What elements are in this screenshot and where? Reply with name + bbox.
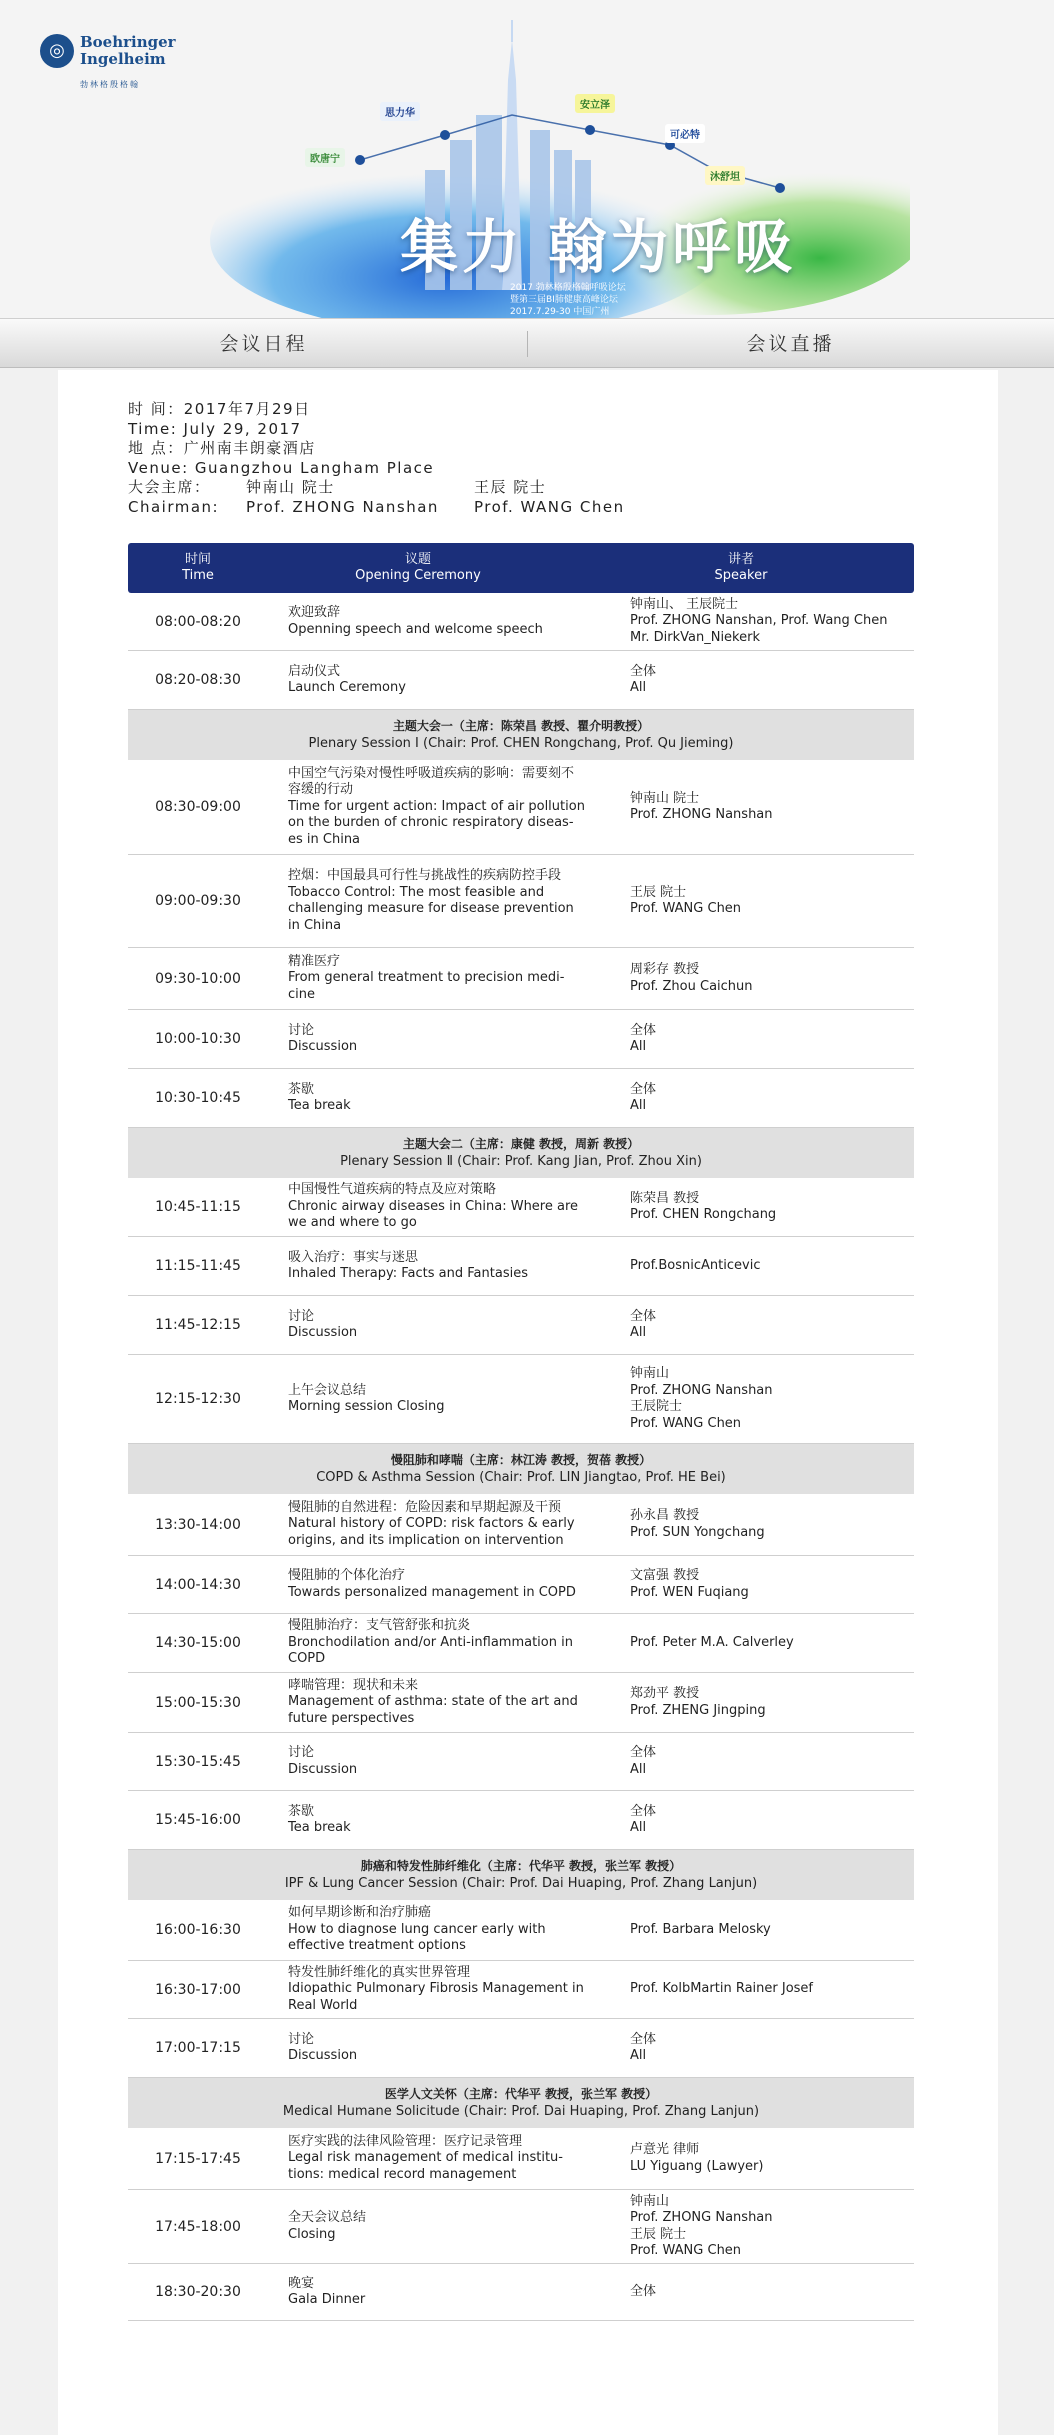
row-speaker-line: Prof. ZHONG Nanshan bbox=[630, 1382, 773, 1398]
header-speaker-en: Speaker bbox=[714, 568, 768, 583]
row-topic bbox=[288, 2019, 593, 2077]
row-speaker-line: 郑劲平 教授 bbox=[630, 1686, 700, 1701]
row-topic-line: effective treatment options bbox=[288, 1938, 466, 1954]
row-speaker-line: All bbox=[630, 680, 647, 695]
row-topic-line: 茶歇 bbox=[288, 1803, 315, 1819]
row-speaker bbox=[630, 948, 920, 1009]
row-speaker-line: 王辰院士 bbox=[630, 1399, 683, 1414]
header-time-cn: 时间 bbox=[184, 552, 211, 567]
table-row bbox=[128, 1178, 914, 1237]
row-time: 15:45-16:00 bbox=[155, 1812, 241, 1828]
row-topic-line: Legal risk management of medical institu- bbox=[288, 2150, 563, 2166]
row-topic-line: From general treatment to precision medi- bbox=[288, 970, 565, 986]
row-time: 16:00-16:30 bbox=[155, 1922, 241, 1938]
row-topic bbox=[288, 1673, 593, 1732]
chair-cn-1: 钟南山 院士 bbox=[246, 478, 335, 496]
row-topic bbox=[288, 1900, 593, 1960]
row-topic-line: 慢阻肺的自然进程：危险因素和早期起源及干预 bbox=[288, 1499, 562, 1515]
row-speaker-line: 文富强 教授 bbox=[630, 1568, 700, 1583]
row-speaker-line: Prof. WANG Chen bbox=[630, 2243, 742, 2258]
row-time: 10:30-10:45 bbox=[155, 1090, 241, 1106]
brand-tag-2: 欧唐宁 bbox=[305, 148, 345, 167]
row-topic-line: 讨论 bbox=[288, 1308, 315, 1324]
session-title-en: COPD & Asthma Session (Chair: Prof. LIN Jiangtao, Prof. HE Bei) bbox=[316, 1470, 726, 1485]
header-topic-cn: 议题 bbox=[404, 552, 431, 567]
table-row bbox=[128, 1355, 914, 1444]
logo-name-cn: 勃林格殷格翰 bbox=[80, 80, 140, 89]
session-header bbox=[128, 1850, 914, 1900]
row-topic-line: 茶歇 bbox=[288, 1081, 315, 1097]
row-speaker-line: 全体 bbox=[630, 2283, 657, 2299]
row-topic-line: Chronic airway diseases in China: Where are bbox=[288, 1198, 579, 1214]
row-topic-line: 如何早期诊断和治疗肺癌 bbox=[288, 1905, 432, 1921]
row-time: 10:00-10:30 bbox=[155, 1031, 241, 1047]
row-speaker-line: 周彩存 教授 bbox=[630, 962, 700, 977]
session-header bbox=[128, 1444, 914, 1494]
header-speaker-cn: 讲者 bbox=[727, 552, 754, 567]
table-row bbox=[128, 2128, 914, 2190]
session-header bbox=[128, 1128, 914, 1178]
row-time: 11:15-11:45 bbox=[155, 1258, 241, 1274]
row-topic bbox=[288, 760, 593, 854]
row-topic-line: 中国慢性气道疾病的特点及应对策略 bbox=[288, 1182, 497, 1198]
row-speaker-line: 全体 bbox=[630, 1081, 657, 1097]
session-title-en: IPF & Lung Cancer Session (Chair: Prof. Dai Huaping, Prof. Zhang Lanjun) bbox=[284, 1876, 758, 1891]
session-title-cn: 主题大会二（主席：康健 教授，周新 教授） bbox=[402, 1137, 640, 1151]
schedule-card bbox=[58, 370, 998, 2435]
row-speaker bbox=[630, 2019, 920, 2077]
row-speaker-line: 陈荣昌 教授 bbox=[630, 1190, 700, 1206]
row-speaker-line: 钟南山、 王辰院士 bbox=[630, 596, 739, 612]
poster-subtitle-line1: 2017 勃林格殷格翰呼吸论坛 bbox=[510, 283, 626, 293]
row-time: 08:20-08:30 bbox=[155, 672, 241, 688]
row-topic-line: How to diagnose lung cancer early with bbox=[288, 1921, 546, 1937]
row-topic-line: 慢阻肺的个体化治疗 bbox=[288, 1568, 406, 1583]
table-row bbox=[128, 2190, 914, 2264]
row-time: 17:00-17:15 bbox=[155, 2040, 241, 2056]
table-row bbox=[128, 1010, 914, 1069]
row-speaker bbox=[630, 760, 920, 854]
row-speaker-line: 全体 bbox=[630, 1803, 657, 1819]
chair-en-1: Prof. ZHONG Nanshan bbox=[246, 497, 439, 516]
row-topic-line: 容缓的行动 bbox=[288, 782, 354, 798]
row-topic-line: Discussion bbox=[288, 1761, 358, 1777]
table-header bbox=[128, 543, 914, 593]
row-time: 14:00-14:30 bbox=[155, 1576, 241, 1593]
row-speaker-line: Prof. ZHONG Nanshan bbox=[630, 2210, 773, 2225]
row-speaker-line: Prof. Zhou Caichun bbox=[630, 978, 753, 994]
banner bbox=[0, 0, 1054, 318]
brand-tag-4: 可必特 bbox=[665, 124, 705, 143]
tab-live[interactable]: 会议直播 bbox=[746, 333, 835, 355]
row-time: 15:30-15:45 bbox=[155, 1753, 241, 1770]
row-topic bbox=[288, 855, 593, 947]
brand-tag-1: 思力华 bbox=[380, 102, 420, 121]
row-topic-line: Discussion bbox=[288, 2048, 358, 2063]
row-topic-line: es in China bbox=[288, 831, 361, 847]
row-speaker-line: 全体 bbox=[630, 2031, 657, 2047]
row-topic bbox=[288, 2190, 593, 2263]
row-topic-line: 全天会议总结 bbox=[288, 2210, 367, 2225]
table-row bbox=[128, 760, 914, 855]
header-time bbox=[128, 552, 268, 584]
row-topic-line: Tea break bbox=[288, 1098, 351, 1113]
poster-subtitle-line3: 2017.7.29-30 中国广州 bbox=[510, 307, 610, 317]
nav-divider bbox=[527, 331, 528, 357]
row-speaker bbox=[630, 593, 920, 650]
chair-en-row bbox=[128, 498, 625, 518]
table-row bbox=[128, 1494, 914, 1556]
row-speaker-line: 全体 bbox=[630, 1308, 657, 1324]
chair-en-label: Chairman: bbox=[128, 497, 220, 516]
row-speaker bbox=[630, 1673, 920, 1732]
table-row bbox=[128, 593, 914, 651]
table-row bbox=[128, 2264, 914, 2321]
session-title-en: Plenary Session Ⅰ (Chair: Prof. CHEN Rongchang, Prof. Qu Jieming) bbox=[308, 736, 734, 751]
row-speaker-line: 王辰 院士 bbox=[630, 2226, 687, 2242]
row-topic-line: 讨论 bbox=[288, 1022, 315, 1038]
row-speaker bbox=[630, 1237, 920, 1295]
row-speaker bbox=[630, 1069, 920, 1127]
row-topic bbox=[288, 1069, 593, 1127]
row-speaker-line: LU Yiguang (Lawyer) bbox=[630, 2158, 764, 2174]
row-topic bbox=[288, 1355, 593, 1443]
row-time: 08:00-08:20 bbox=[155, 613, 241, 630]
row-topic-line: 晚宴 bbox=[288, 2275, 315, 2291]
row-topic-line: in China bbox=[288, 917, 342, 933]
row-topic-line: 启动仪式 bbox=[288, 663, 341, 679]
row-speaker-line: Prof. CHEN Rongchang bbox=[630, 1207, 777, 1222]
row-speaker bbox=[630, 1355, 920, 1443]
table-row bbox=[128, 1791, 914, 1850]
session-title-cn: 医学人文关怀（主席：代华平 教授，张兰军 教授） bbox=[384, 2087, 658, 2101]
row-topic bbox=[288, 948, 593, 1009]
table-row bbox=[128, 1673, 914, 1733]
row-topic-line: Gala Dinner bbox=[288, 2292, 366, 2307]
header-speaker bbox=[568, 552, 914, 584]
header-time-en: Time bbox=[182, 568, 214, 583]
table-row bbox=[128, 1614, 914, 1673]
row-speaker bbox=[630, 2128, 920, 2189]
logo-name-line1: Boehringer bbox=[80, 33, 176, 51]
session-header bbox=[128, 710, 914, 760]
meeting-info bbox=[128, 400, 625, 517]
row-topic bbox=[288, 1494, 593, 1555]
row-topic-line: Launch Ceremony bbox=[288, 680, 406, 695]
row-topic-line: Bronchodilation and/or Anti-inflammation in bbox=[288, 1634, 573, 1650]
table-row bbox=[128, 1733, 914, 1791]
row-topic bbox=[288, 1010, 593, 1068]
row-topic bbox=[288, 651, 593, 709]
row-topic-line: Openning speech and welcome speech bbox=[288, 621, 543, 637]
row-time: 08:30-09:00 bbox=[155, 799, 241, 815]
boehringer-logo-icon: ◎ bbox=[40, 34, 74, 68]
date-en: Time: July 29, 2017 bbox=[128, 419, 302, 438]
row-topic bbox=[288, 1733, 593, 1790]
row-topic-line: Tobacco Control: The most feasible and bbox=[288, 884, 545, 900]
row-topic-line: 医疗实践的法律风险管理：医疗记录管理 bbox=[288, 2133, 523, 2149]
event-poster bbox=[150, 20, 910, 318]
row-speaker bbox=[630, 1961, 920, 2018]
row-speaker-line: 孙永昌 教授 bbox=[630, 1508, 700, 1523]
row-speaker bbox=[630, 855, 920, 947]
table-row bbox=[128, 1069, 914, 1128]
row-speaker-line: Prof. WANG Chen bbox=[630, 901, 742, 916]
row-speaker bbox=[630, 2190, 920, 2263]
row-time: 10:45-11:15 bbox=[155, 1199, 241, 1215]
row-topic bbox=[288, 2264, 593, 2320]
row-topic bbox=[288, 1237, 593, 1295]
row-topic-line: origins, and its implication on intervention bbox=[288, 1532, 564, 1548]
table-body bbox=[128, 593, 914, 2321]
row-speaker-line: Prof. ZHONG Nanshan, Prof. Wang Chen bbox=[630, 613, 888, 629]
row-speaker bbox=[630, 1900, 920, 1960]
row-topic-line: tions: medical record management bbox=[288, 2166, 517, 2182]
row-speaker bbox=[630, 1494, 920, 1555]
row-speaker-line: All bbox=[630, 2048, 647, 2063]
row-speaker-line: 钟南山 院士 bbox=[630, 790, 700, 806]
poster-subtitle bbox=[510, 282, 626, 318]
table-row bbox=[128, 1900, 914, 1961]
row-speaker-line: 卢意光 律师 bbox=[630, 2142, 700, 2157]
session-title-cn: 肺癌和特发性肺纤维化（主席：代华平 教授，张兰军 教授） bbox=[360, 1859, 682, 1873]
row-time: 14:30-15:00 bbox=[155, 1635, 241, 1651]
row-topic-line: cine bbox=[288, 986, 315, 1002]
row-speaker bbox=[630, 1556, 920, 1613]
row-topic-line: Discussion bbox=[288, 1039, 358, 1054]
row-time: 11:45-12:15 bbox=[155, 1317, 241, 1333]
row-time: 17:15-17:45 bbox=[155, 2150, 241, 2167]
session-title-en: Medical Humane Solicitude (Chair: Prof. Dai Huaping, Prof. Zhang Lanjun) bbox=[282, 2104, 760, 2119]
row-speaker-line: 全体 bbox=[630, 663, 657, 679]
chair-cn-2: 王辰 院士 bbox=[474, 478, 547, 496]
chair-cn-label: 大会主席： bbox=[128, 478, 211, 496]
table-row bbox=[128, 1296, 914, 1355]
row-topic-line: 吸入治疗：事实与迷思 bbox=[288, 1249, 419, 1265]
row-topic bbox=[288, 1961, 593, 2018]
row-speaker-line: Prof. Barbara Melosky bbox=[630, 1921, 771, 1937]
header-topic bbox=[268, 552, 568, 584]
header-topic-en: Opening Ceremony bbox=[355, 568, 481, 583]
table-row bbox=[128, 948, 914, 1010]
row-topic bbox=[288, 1614, 593, 1672]
row-speaker-line: 全体 bbox=[630, 1022, 657, 1038]
row-topic-line: 讨论 bbox=[288, 2031, 315, 2047]
row-topic-line: COPD bbox=[288, 1651, 326, 1667]
chair-cn-row bbox=[128, 478, 625, 498]
table-row bbox=[128, 1961, 914, 2019]
row-topic-line: 讨论 bbox=[288, 1745, 315, 1760]
row-topic-line: 哮喘管理：现状和未来 bbox=[288, 1677, 419, 1693]
row-speaker bbox=[630, 651, 920, 709]
brand-tag-5: 沐舒坦 bbox=[705, 166, 745, 185]
row-speaker bbox=[630, 1733, 920, 1790]
row-topic-line: 精准医疗 bbox=[288, 953, 341, 969]
row-time: 13:30-14:00 bbox=[155, 1516, 241, 1533]
row-topic-line: challenging measure for disease prevention bbox=[288, 901, 574, 916]
row-topic-line: Tea break bbox=[288, 1820, 351, 1835]
row-topic-line: Discussion bbox=[288, 1325, 358, 1340]
nav-bar bbox=[0, 318, 1054, 368]
row-speaker bbox=[630, 1791, 920, 1849]
row-speaker-line: 全体 bbox=[630, 1745, 657, 1760]
row-topic bbox=[288, 1178, 593, 1236]
row-topic-line: 上午会议总结 bbox=[288, 1382, 367, 1398]
row-topic-line: 欢迎致辞 bbox=[288, 605, 341, 620]
chair-en-2: Prof. WANG Chen bbox=[474, 497, 625, 516]
row-time: 15:00-15:30 bbox=[155, 1694, 241, 1711]
tab-schedule[interactable]: 会议日程 bbox=[219, 333, 308, 355]
row-speaker bbox=[630, 2264, 920, 2320]
row-topic-line: Towards personalized management in COPD bbox=[288, 1584, 576, 1600]
row-speaker-line: All bbox=[630, 1761, 647, 1777]
row-topic bbox=[288, 593, 593, 650]
row-speaker-line: Prof. ZHENG Jingping bbox=[630, 1702, 766, 1718]
row-topic-line: 控烟：中国最具可行性与挑战性的疾病防控手段 bbox=[288, 868, 562, 883]
row-topic bbox=[288, 1296, 593, 1354]
row-time: 18:30-20:30 bbox=[155, 2284, 241, 2300]
row-speaker-line: Prof. KolbMartin Rainer Josef bbox=[630, 1981, 813, 1997]
row-topic-line: Natural history of COPD: risk factors & early bbox=[288, 1516, 575, 1532]
row-speaker-line: All bbox=[630, 1098, 647, 1113]
row-speaker-line: All bbox=[630, 1820, 647, 1835]
row-speaker-line: Prof. Peter M.A. Calverley bbox=[630, 1634, 794, 1650]
session-header bbox=[128, 2078, 914, 2128]
schedule-table bbox=[128, 543, 914, 2321]
row-time: 09:00-09:30 bbox=[155, 893, 241, 909]
row-topic-line: Morning session Closing bbox=[288, 1399, 445, 1414]
row-topic-line: we and where to go bbox=[288, 1215, 417, 1231]
date-cn: 时 间：2017年7月29日 bbox=[128, 400, 311, 418]
row-speaker-line: Prof. ZHONG Nanshan bbox=[630, 807, 773, 822]
table-row bbox=[128, 855, 914, 948]
row-speaker-line: Mr. DirkVan_Niekerk bbox=[630, 629, 760, 645]
venue-cn: 地 点：广州南丰朗豪酒店 bbox=[128, 439, 316, 457]
row-speaker-line: Prof. SUN Yongchang bbox=[630, 1524, 765, 1540]
row-speaker bbox=[630, 1178, 920, 1236]
row-topic-line: future perspectives bbox=[288, 1710, 415, 1726]
table-row bbox=[128, 651, 914, 710]
session-title-cn: 慢阻肺和哮喘（主席：林江涛 教授，贺蓓 教授） bbox=[390, 1453, 652, 1467]
session-title-en: Plenary Session Ⅱ (Chair: Prof. Kang Jian, Prof. Zhou Xin) bbox=[340, 1154, 702, 1169]
row-topic-line: Time for urgent action: Impact of air pollution bbox=[288, 798, 585, 814]
row-topic-line: Management of asthma: state of the art and bbox=[288, 1694, 578, 1710]
row-time: 17:45-18:00 bbox=[155, 2218, 241, 2235]
row-time: 16:30-17:00 bbox=[155, 1981, 241, 1998]
logo-name-line2: Ingelheim bbox=[80, 50, 166, 68]
row-topic bbox=[288, 1556, 593, 1613]
table-row bbox=[128, 1556, 914, 1614]
row-topic-line: on the burden of chronic respiratory diseas- bbox=[288, 815, 574, 831]
row-time: 09:30-10:00 bbox=[155, 970, 241, 987]
row-speaker bbox=[630, 1010, 920, 1068]
row-speaker bbox=[630, 1296, 920, 1354]
row-topic-line: Real World bbox=[288, 1997, 358, 2013]
row-speaker-line: Prof. WEN Fuqiang bbox=[630, 1584, 749, 1600]
row-topic bbox=[288, 2128, 593, 2189]
row-topic-line: Closing bbox=[288, 2226, 336, 2242]
row-speaker-line: 钟南山 bbox=[630, 2193, 670, 2209]
row-speaker-line: Prof. WANG Chen bbox=[630, 1415, 742, 1431]
row-topic-line: Idiopathic Pulmonary Fibrosis Management in bbox=[288, 1981, 584, 1997]
table-row bbox=[128, 2019, 914, 2078]
venue-en: Venue: Guangzhou Langham Place bbox=[128, 458, 435, 477]
row-speaker-line: All bbox=[630, 1039, 647, 1054]
row-topic-line: 中国空气污染对慢性呼吸道疾病的影响：需要刻不 bbox=[288, 765, 575, 781]
row-speaker bbox=[630, 1614, 920, 1672]
row-speaker-line: All bbox=[630, 1325, 647, 1340]
poster-title: 集力 翰为呼吸 bbox=[400, 213, 797, 281]
row-topic-line: Inhaled Therapy: Facts and Fantasies bbox=[288, 1266, 528, 1281]
brand-tag-3: 安立泽 bbox=[575, 94, 615, 113]
row-time: 12:15-12:30 bbox=[155, 1391, 241, 1407]
row-topic bbox=[288, 1791, 593, 1849]
row-speaker-line: 钟南山 bbox=[630, 1366, 670, 1381]
poster-subtitle-line2: 暨第三届BI肺健康高峰论坛 bbox=[510, 295, 618, 305]
row-topic-line: 特发性肺纤维化的真实世界管理 bbox=[288, 1964, 471, 1980]
row-speaker-line: Prof.BosnicAnticevic bbox=[630, 1257, 761, 1273]
session-title-cn: 主题大会一（主席：陈荣昌 教授、瞿介明教授） bbox=[392, 719, 650, 733]
row-topic-line: 慢阻肺治疗：支气管舒张和抗炎 bbox=[288, 1618, 471, 1634]
row-speaker-line: 王辰 院士 bbox=[630, 884, 687, 900]
table-row bbox=[128, 1237, 914, 1296]
